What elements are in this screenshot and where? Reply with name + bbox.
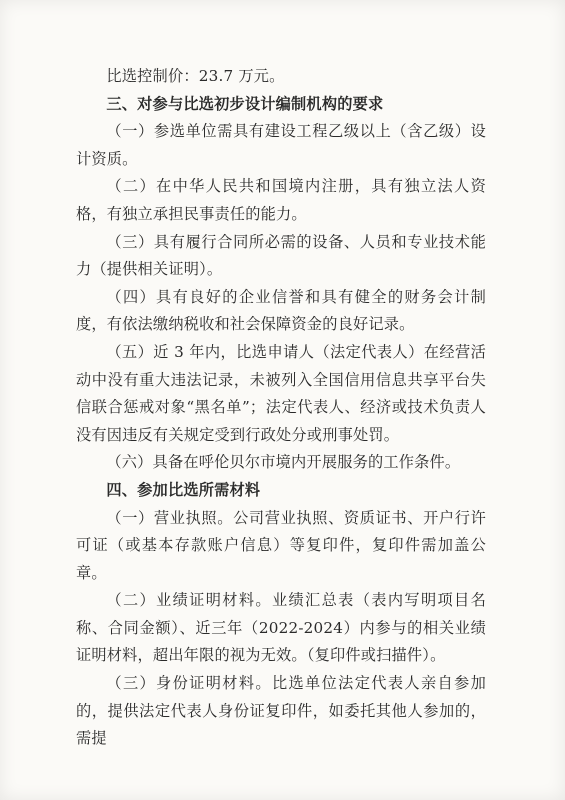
control-price-paragraph: 比选控制价：23.7 万元。 bbox=[106, 67, 285, 85]
requirement-2: （二）在中华人民共和国境内注册，具有独立法人资格，有独立承担民事责任的能力。 bbox=[76, 177, 486, 223]
requirement-6: （六）具备在呼伦贝尔市境内开展服务的工作条件。 bbox=[106, 453, 461, 472]
material-2: （二）业绩证明材料。业绩汇总表（表内写明项目名称、合同金额）、近三年（2022-2024）内参与的相关业绩证明材料，超出年限的视为无效。（复印件或扫描件）。 bbox=[76, 591, 486, 665]
requirement-5: （五）近 3 年内，比选申请人（法定代表人）在经营活动中没有重大违法记录，未被列入全国信用信息共享平台失信联合惩戒对象“黑名单”；法定代表人、经济或技术负责人没有因违反有关规定受到行政处分或刑事处罚。 bbox=[76, 342, 486, 444]
material-1: （一）营业执照。公司营业执照、资质证书、开户行许可证（或基本存款账户信息）等复印件，复印件需加盖公章。 bbox=[76, 508, 486, 582]
requirement-1: （一）参选单位需具有建设工程乙级以上（含乙级）设计资质。 bbox=[76, 122, 486, 168]
requirement-4: （四）具有良好的企业信誉和具有健全的财务会计制度，有依法缴纳税收和社会保障资金的良好记录。 bbox=[76, 287, 486, 334]
section-heading-3: 三、对参与比选初步设计编制机构的要求 bbox=[106, 94, 384, 113]
document-body bbox=[76, 63, 486, 753]
requirement-3: （三）具有履行合同所必需的设备、人员和专业技术能力（提供相关证明）。 bbox=[76, 232, 486, 279]
section-heading-4: 四、参加比选所需材料 bbox=[106, 480, 261, 499]
material-3: （三）身份证明材料。比选单位法定代表人亲自参加的，提供法定代表人身份证复印件，如委托其他人参加的，需提 bbox=[76, 674, 486, 748]
